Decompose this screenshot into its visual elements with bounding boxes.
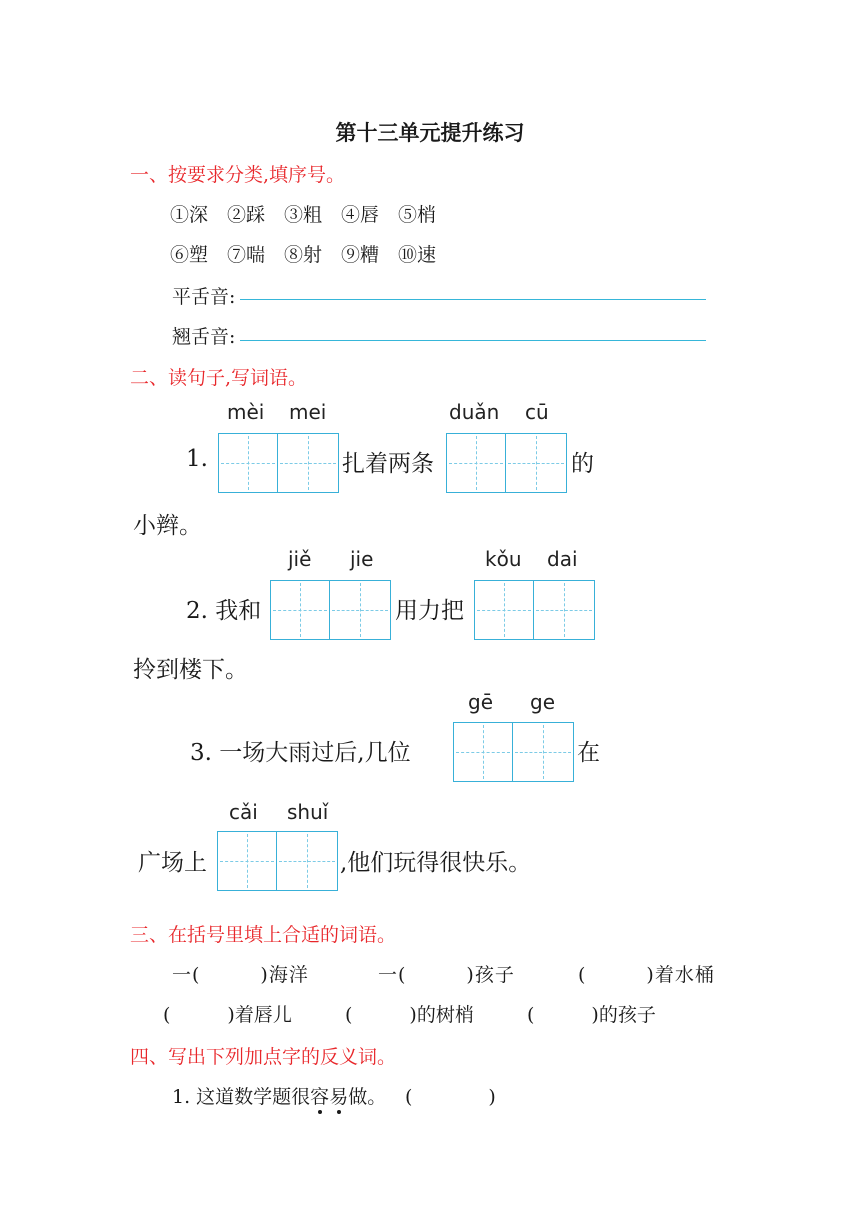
pinyin-cu: cū bbox=[525, 400, 549, 424]
pinyin-ge: ge bbox=[530, 690, 555, 714]
writing-cell[interactable] bbox=[513, 722, 574, 782]
question-1-end-text: 的 bbox=[571, 451, 594, 477]
pinyin-shui3: shuǐ bbox=[287, 800, 329, 824]
writing-grid-q3-b[interactable] bbox=[217, 831, 338, 891]
fill-blank-6[interactable]: ( )的孩子 bbox=[527, 1004, 656, 1026]
question-3-continuation-lead: 广场上 bbox=[138, 850, 207, 876]
writing-cell[interactable] bbox=[446, 433, 506, 493]
question-3-continuation-end: ,他们玩得很快乐。 bbox=[340, 850, 532, 876]
question-1-continuation: 小辫。 bbox=[133, 513, 202, 539]
fill-blank-5[interactable]: ( )的树梢 bbox=[345, 1004, 474, 1026]
flat-tongue-answer-line[interactable] bbox=[240, 299, 706, 300]
pinyin-kou3: kǒu bbox=[485, 547, 522, 571]
antonym-q1-suffix: 做。 bbox=[348, 1086, 387, 1108]
question-3-lead: 3. 一场大雨过后,几位 bbox=[190, 740, 411, 766]
antonym-question-1 bbox=[172, 1082, 386, 1109]
writing-grid-q3-a[interactable] bbox=[453, 722, 574, 782]
writing-cell[interactable] bbox=[278, 433, 339, 493]
fill-blank-4[interactable]: ( )着唇儿 bbox=[163, 1004, 292, 1026]
dotted-char-yi: 易 bbox=[329, 1082, 348, 1109]
question-2-continuation: 拎到楼下。 bbox=[133, 657, 248, 683]
pinyin-dai: dai bbox=[547, 547, 578, 571]
writing-cell[interactable] bbox=[277, 831, 338, 891]
writing-cell[interactable] bbox=[453, 722, 513, 782]
writing-grid-q2-a[interactable] bbox=[270, 580, 391, 640]
question-1-number: 1. bbox=[186, 446, 208, 472]
antonym-answer-blank[interactable]: ( ) bbox=[405, 1086, 496, 1108]
question-1-middle-text: 扎着两条 bbox=[342, 451, 434, 477]
pinyin-jie3: jiě bbox=[288, 547, 312, 571]
pinyin-jie: jie bbox=[350, 547, 374, 571]
fill-blank-1[interactable]: 一( )海洋 bbox=[172, 964, 309, 986]
antonym-q1-prefix: 1. 这道数学题很 bbox=[172, 1086, 311, 1108]
pinyin-mei: mei bbox=[289, 400, 327, 424]
writing-grid-q1-b[interactable] bbox=[446, 433, 567, 493]
writing-cell[interactable] bbox=[218, 433, 278, 493]
pinyin-duan3: duǎn bbox=[449, 400, 500, 424]
page-title: 第十三单元提升练习 bbox=[335, 120, 525, 145]
question-3-end-text: 在 bbox=[577, 740, 600, 766]
pinyin-ge1: gē bbox=[468, 690, 493, 714]
char-options-row-2: ⑥塑 ⑦喘 ⑧射 ⑨糟 ⑩速 bbox=[170, 244, 437, 266]
writing-grid-q2-b[interactable] bbox=[474, 580, 595, 640]
section-3-heading: 三、在括号里填上合适的词语。 bbox=[130, 924, 397, 946]
writing-grid-q1-a[interactable] bbox=[218, 433, 339, 493]
retroflex-answer-line[interactable] bbox=[240, 340, 706, 341]
char-options-row-1: ①深 ②踩 ③粗 ④唇 ⑤梢 bbox=[170, 204, 437, 226]
fill-blank-3[interactable]: ( )着水桶 bbox=[578, 964, 715, 986]
section-1-heading: 一、按要求分类,填序号。 bbox=[130, 164, 346, 186]
writing-cell[interactable] bbox=[330, 580, 391, 640]
pinyin-cai3: cǎi bbox=[229, 800, 258, 824]
question-2-middle-text: 用力把 bbox=[395, 598, 464, 624]
pinyin-mei4: mèi bbox=[227, 400, 265, 424]
retroflex-label: 翘舌音: bbox=[172, 326, 236, 348]
section-2-heading: 二、读句子,写词语。 bbox=[130, 367, 308, 389]
fill-blank-2[interactable]: 一( )孩子 bbox=[378, 964, 515, 986]
writing-cell[interactable] bbox=[217, 831, 277, 891]
writing-cell[interactable] bbox=[506, 433, 567, 493]
section-4-heading: 四、写出下列加点字的反义词。 bbox=[130, 1046, 397, 1068]
dotted-char-rong: 容 bbox=[310, 1082, 329, 1109]
writing-cell[interactable] bbox=[534, 580, 595, 640]
question-2-lead: 2. 我和 bbox=[186, 598, 262, 624]
writing-cell[interactable] bbox=[270, 580, 330, 640]
writing-cell[interactable] bbox=[474, 580, 534, 640]
flat-tongue-label: 平舌音: bbox=[172, 286, 236, 308]
